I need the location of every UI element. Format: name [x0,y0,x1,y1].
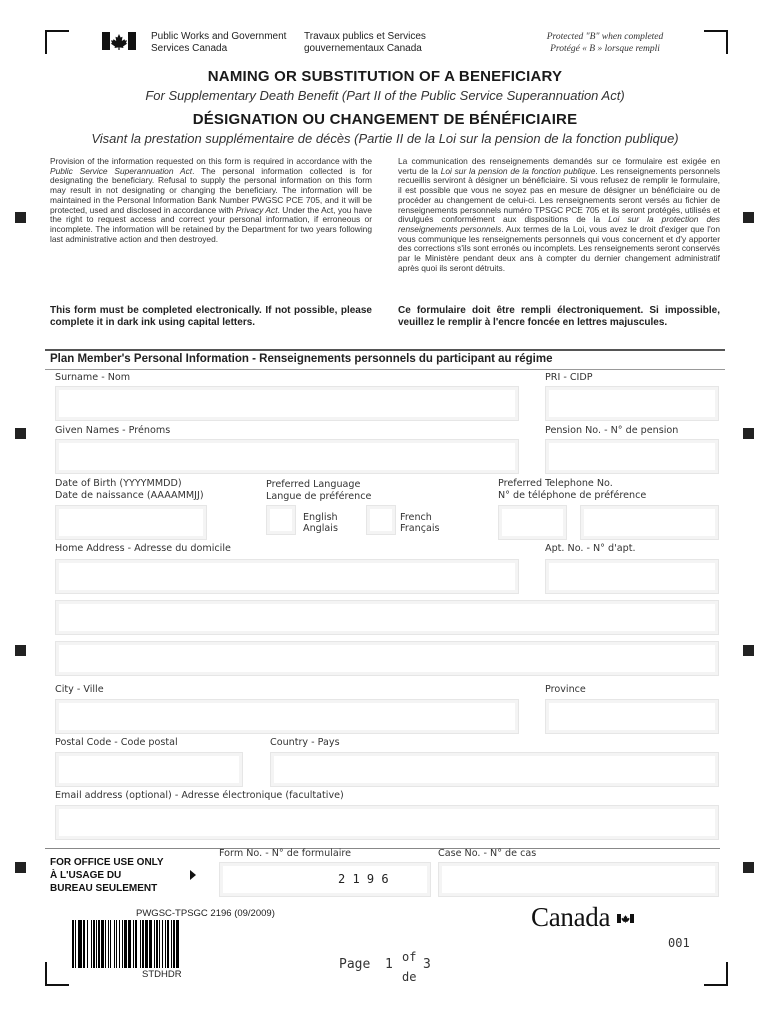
office-use-label: FOR OFFICE USE ONLY À L'USAGE DU BUREAU SEULEMENT [50,857,164,894]
email-label: Email address (optional) - Adresse électronique (facultative) [55,790,344,801]
province-input[interactable] [545,699,719,734]
english-checkbox[interactable] [266,505,296,535]
registration-mark [15,212,26,223]
case-no-label: Case No. - N° de cas [438,848,537,859]
section-divider [45,349,725,351]
barcode-bar [180,920,182,968]
country-label: Country - Pays [270,737,340,748]
home-address-input[interactable] [55,559,519,594]
home-address-label: Home Address - Adresse du domicile [55,543,231,554]
section-divider [45,369,725,370]
page-de: de [402,970,417,984]
pri-label: PRI - CIDP [545,372,593,383]
privacy-en-text: . Under the Act, you have the right to request access and correct your personal information, if erroneous or incomplete. The information will be retained by the Department for two years following last administrative action and then destroyed. [50,204,372,244]
privacy-fr-text: . Les renseignements personnels recueillis serviront à désigner un bénéficiaire. Si vous refusez de remplir le formulaire, il est possible que vous ne soyez pas en mesure de désigner un bénéficiaire ou de procéder au changement de celui-ci. Les renseignements seront versés au fichier de renseignements personnels numéro TPSGC PCE 705 et ils seront protégés, utilisés et divulgués conformément aux dispositions de la [398,165,721,225]
email-input[interactable] [55,805,719,840]
instruction-en: This form must be completed electronically. If not possible, please complete it in dark ink using capital letters. [50,305,372,328]
registration-mark [743,645,754,656]
surname-label: Surname - Nom [55,372,131,383]
registration-mark [15,862,26,873]
pension-no-label: Pension No. - N° de pension [545,425,679,436]
phone-label-fr: N° de téléphone de préférence [498,490,647,501]
dob-label-fr: Date de naissance (AAAAMMJJ) [55,490,204,501]
pri-input[interactable] [545,386,719,421]
city-label: City - Ville [55,684,104,695]
form-no-value: 2 1 9 6 [338,872,389,886]
privacy-en-act: Privacy Act [235,204,278,215]
section-title: Plan Member's Personal Information - Renseignements personnels du participant au régime [50,353,553,365]
home-address-input-line2[interactable] [55,600,719,635]
pension-no-input[interactable] [545,439,719,474]
privacy-en-text: . The personal information collected is for designating the beneficiary. Refusal to supply the personal information on this form may result in not designating or changing the beneficiary. The information will be maintained in the Personal Information Bank Number PWGSC PCE 705, and it will be protected, used and disclosed in accordance with [50,165,373,215]
privacy-fr-act: Loi sur la pension de la fonction publique [440,165,596,176]
privacy-en-act: Public Service Superannuation Act [50,165,193,176]
privacy-statement-en [50,157,372,244]
page-word: Page [339,957,371,972]
canada-wordmark-flag-icon [617,908,634,917]
privacy-en-text: Provision of the information requested on this form is required in accordance with the [50,156,372,166]
page-of: of [402,950,417,964]
language-label-fr: Langue de préférence [266,491,372,502]
privacy-fr-text: . Aux termes de la Loi, vous avez le droit d'exiger que l'on vous communique les renseignements personnels qui vous concernent et d'y apporter des corrections s'ils sont erronés ou incomplets. Les renseignements seront conservés par le Ministère pendant deux ans à compter du dernier changement administratif après quoi ils seront détruits. [398,223,720,273]
postal-code-label: Postal Code - Code postal [55,737,178,748]
canada-wordmark: Canada [531,902,611,932]
arrow-right-icon [190,870,196,880]
form-title-en: NAMING OR SUBSTITUTION OF A BENEFICIARY [207,68,563,85]
crop-mark-bottom-right [704,962,728,986]
department-name-fr: Travaux publics et Services gouvernementaux Canada [304,31,426,54]
phone-label-en: Preferred Telephone No. [498,478,613,489]
protected-notice: Protected "B" when completed Protégé « B » lorsque rempli [546,32,664,54]
page-total: 3 [423,957,431,972]
phone-input-number[interactable] [580,505,719,540]
instruction-fr: Ce formulaire doit être rempli électroniquement. Si impossible, veuillez le remplir à l'encre foncée en lettres majuscules. [398,305,720,328]
home-address-input-line3[interactable] [55,641,719,676]
phone-input[interactable] [498,505,567,540]
page-current: 1 [385,957,393,972]
language-label-en: Preferred Language [266,479,361,490]
department-name-en: Public Works and Government Services Canada [151,31,287,54]
privacy-fr-text: La communication des renseignements demandés sur ce formulaire est exigée en vertu de la [398,156,720,176]
crop-mark-bottom-left [45,962,69,986]
given-names-label: Given Names - Prénoms [55,425,171,436]
form-no-label: Form No. - N° de formulaire [219,848,352,859]
dob-input[interactable] [55,505,207,540]
form-code: PWGSC-TPSGC 2196 (09/2009) [136,908,275,919]
registration-mark [15,428,26,439]
country-input[interactable] [270,752,719,787]
registration-mark [743,212,754,223]
barcode-text: STDHDR [142,969,182,980]
surname-input[interactable] [55,386,519,421]
case-no-input[interactable] [438,862,719,897]
canada-flag-logo [102,32,136,50]
barcode [72,920,254,968]
given-names-input[interactable] [55,439,519,474]
crop-mark-top-right [704,30,728,54]
city-input[interactable] [55,699,519,734]
form-subtitle-en: For Supplementary Death Benefit (Part II of the Public Service Superannuation Act) [145,88,625,103]
postal-code-input[interactable] [55,752,243,787]
form-no-field [219,862,431,897]
registration-mark [743,862,754,873]
crop-mark-top-left [45,30,69,54]
office-divider [45,848,720,849]
registration-mark [15,645,26,656]
apt-no-input[interactable] [545,559,719,594]
privacy-fr-act: Loi sur la protection des renseignements personnels [398,214,720,234]
apt-no-label: Apt. No. - N° d'apt. [545,543,636,554]
dob-label-en: Date of Birth (YYYYMMDD) [55,478,182,489]
form-title-fr: DÉSIGNATION OU CHANGEMENT DE BÉNÉFICIAIRE [192,111,578,128]
page-sequence-number: 001 [668,936,690,950]
french-checkbox[interactable] [366,505,396,535]
province-label: Province [545,684,586,695]
privacy-statement-fr [398,157,720,273]
french-option-label: French Français [400,512,440,534]
form-subtitle-fr: Visant la prestation supplémentaire de décès (Partie II de la Loi sur la pension de la fonction publique) [91,131,679,146]
english-option-label: English Anglais [303,512,338,534]
registration-mark [743,428,754,439]
